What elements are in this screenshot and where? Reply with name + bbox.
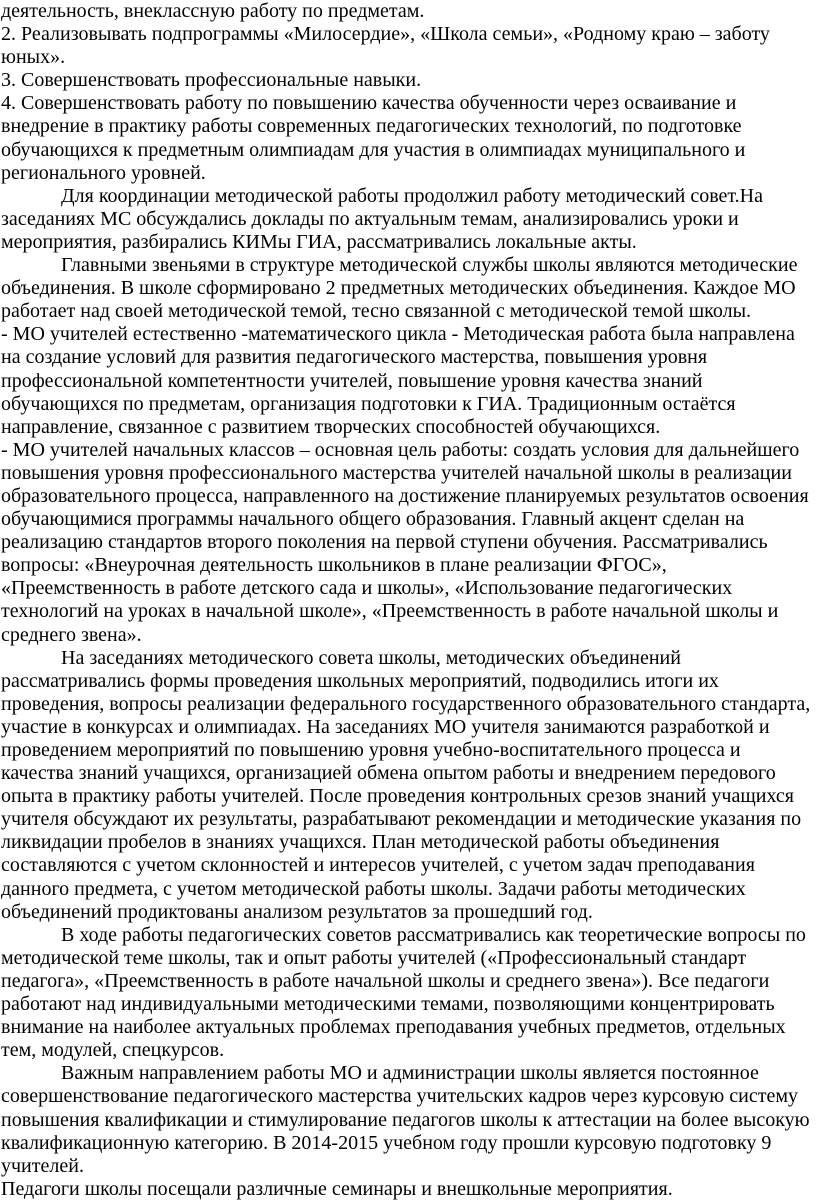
- paragraph-2: 2. Реализовывать подпрограммы «Милосердие», «Школа семьи», «Родному краю – заботу юных».: [1, 23, 770, 69]
- paragraph-6: Главными звеньями в структуре методической службы школы являются методические объединения. В школе сформировано 2 предметных методических объединения. Каждое МО работает над своей методической темой, тесно связанной с методической темой школы.: [1, 254, 798, 323]
- paragraph-10: В ходе работы педагогических советов рассматривались как теоретические вопросы по методической теме школы, так и опыт работы учителей («Профессиональный стандарт педагога», «Преемственность в работе начальной школы и среднего звена»). Все педагоги работают над индивидуальными методическими темами, позволяющими концентрировать внимание на наиболее актуальных проблемах преподавания учебных предметов, отдельных тем, модулей, спецкурсов.: [1, 923, 806, 1062]
- paragraph-7: - МО учителей естественно -математического цикла - Методическая работа была направлена на создание условий для развития педагогического мастерства, повышения уровня профессиональной компетентности учителей, повышение уровня качества знаний обучающихся по предметам, организация подготовки к ГИА. Традиционным остаётся направление, связанное с развитием творческих способностей обучающихся.: [1, 323, 795, 438]
- paragraph-3: 3. Совершенствовать профессиональные навыки.: [1, 69, 422, 92]
- paragraph-12: Педагоги школы посещали различные семинары и внешкольные мероприятия.: [1, 1177, 673, 1200]
- paragraph-4: 4. Совершенствовать работу по повышению качества обученности через осваивание и внедрение в практику работы современных педагогических технологий, по подготовке обучающихся к предметным олимпиадам для участия в олимпиадах муниципального и регионального уровней.: [1, 92, 746, 184]
- paragraph-8: - МО учителей начальных классов – основная цель работы: создать условия для дальнейшего повышения уровня профессионального мастерства учителей начальной школы в реализации образовательного процесса, направленного на достижение планируемых результатов освоения обучающимися программы начального общего образования. Главный акцент сделан на реализацию стандартов второго поколения на первой ступени обучения. Рассматривались вопросы: «Внеурочная деятельность школьников в плане реализации ФГОС», «Преемственность в работе детского сада и школы», «Использование педагогических технологий на уроках в начальной школе», «Преемственность в работе начальной школы и среднего звена».: [1, 438, 809, 646]
- paragraph-1: деятельность, внеклассную работу по предметам.: [1, 0, 425, 22]
- document-body: [1, 0, 816, 1201]
- paragraph-11: Важным направлением работы МО и администрации школы является постоянное совершенствование педагогического мастерства учительских кадров через курсовую систему повышения квалификации и стимулирование педагогов школы к аттестации на более высокую квалификационную категорию. В 2014-2015 учебном году прошли курсовую подготовку 9 учителей.: [1, 1062, 810, 1177]
- paragraph-5: Для координации методической работы продолжил работу методический совет.На заседаниях МС обсуждались доклады по актуальным темам, анализировались уроки и мероприятия, разбирались КИМы ГИА, рассматривались локальные акты.: [1, 184, 763, 253]
- paragraph-9: На заседаниях методического совета школы, методических объединений рассматривались формы проведения школьных мероприятий, подводились итоги их проведения, вопросы реализации федерального государственного образовательного стандарта, участие в конкурсах и олимпиадах. На заседаниях МО учителя занимаются разработкой и проведением мероприятий по повышению уровня учебно-воспитательного процесса и качества знаний учащихся, организацией обмена опытом работы и внедрением передового опыта в практику работы учителей. После проведения контрольных срезов знаний учащихся учителя обсуждают их результаты, разрабатывают рекомендации и методические указания по ликвидации пробелов в знаниях учащихся. План методической работы объединения составляются с учетом склонностей и интересов учителей, с учетом задач преподавания данного предмета, с учетом методической работы школы. Задачи работы методических объединений продиктованы анализом результатов за прошедший год.: [1, 646, 811, 923]
